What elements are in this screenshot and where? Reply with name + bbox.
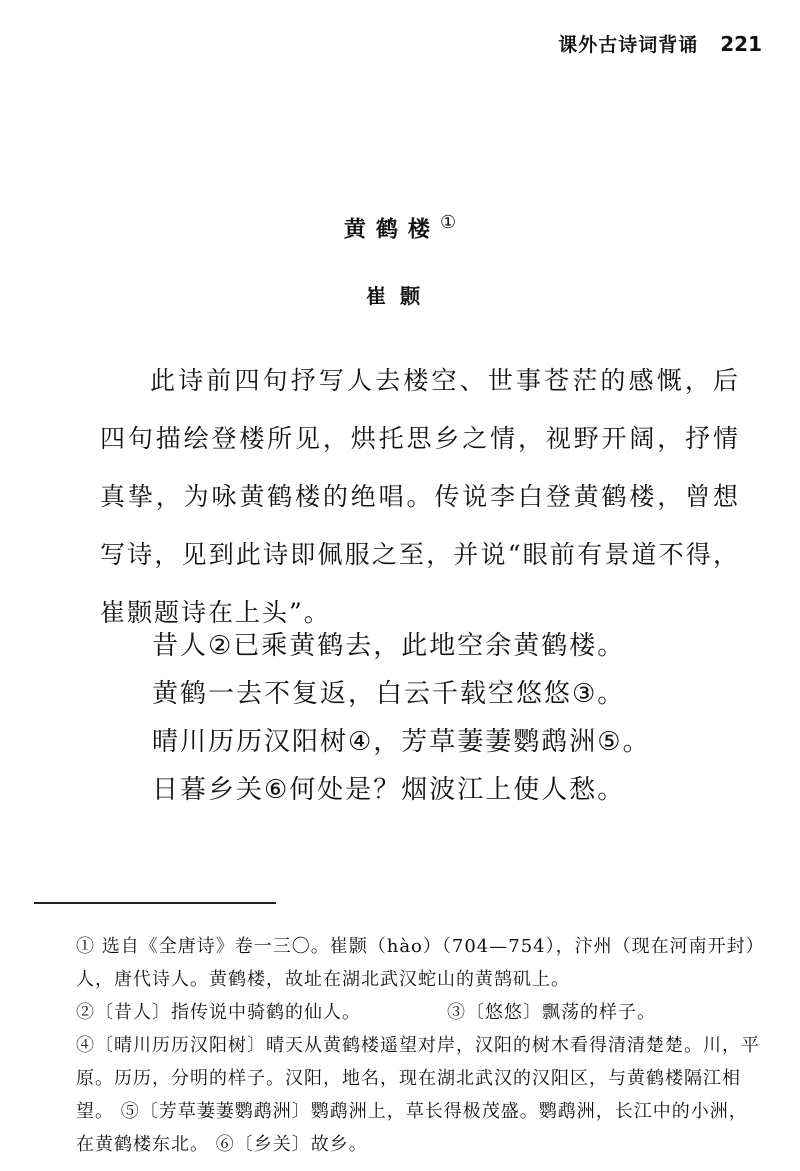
poem-line: 晴川历历汉阳树④，芳草萋萋鹦鹉洲⑤。 [152, 727, 651, 757]
footnote-5: ⑤〔芳草萋萋鹦鹉洲〕鹦鹉洲上，草长得极茂盛。鹦鹉洲，长江中的小洲，在黄鹤楼东北。 [76, 1101, 748, 1155]
intro-paragraph [100, 352, 740, 642]
footnote-row [76, 996, 766, 1029]
title-footnote-marker: ① [439, 212, 457, 233]
poem-line: 日暮乡关⑥何处是？烟波江上使人愁。 [152, 775, 626, 805]
footnote-4 [76, 1029, 766, 1161]
poem-body [152, 622, 772, 814]
footnote-1: ① 选自《全唐诗》卷一三〇。崔颢（hào）（704—754），汴州（现在河南开封）人，唐代诗人。黄鹤楼，故址在湖北武汉蛇山的黄鹄矶上。 [76, 936, 765, 990]
footnotes [76, 930, 766, 1161]
poem-line: 昔人②已乘黄鹤去，此地空余黄鹤楼。 [152, 631, 626, 661]
poem-title-text: 黄鹤楼 [343, 217, 440, 243]
footnote-6: ⑥〔乡关〕故乡。 [215, 1134, 368, 1155]
intro-text: 此诗前四句抒写人去楼空、世事苍茫的感慨，后四句描绘登楼所见，烘托思乡之情，视野开阔，抒情真挚，为咏黄鹤楼的绝唱。传说李白登黄鹤楼，曾想写诗，见到此诗即佩服之至，并说“眼前有景道不得，崔颢题诗在上头”。 [100, 366, 740, 627]
section-title: 课外古诗词背诵 [558, 34, 699, 56]
footnote-2: ②〔昔人〕指传说中骑鹤的仙人。 [76, 1002, 361, 1023]
page-number: 221 [720, 32, 762, 56]
poem-title [0, 212, 800, 243]
poem-line: 黄鹤一去不复返，白云千载空悠悠③。 [152, 679, 626, 709]
running-header [558, 30, 762, 57]
poem-author: 崔颢 [366, 284, 434, 308]
footnote-3: ③〔悠悠〕飘荡的样子。 [447, 1002, 656, 1023]
footnote-divider [34, 902, 276, 904]
footnote-4-text: ④〔晴川历历汉阳树〕晴天从黄鹤楼遥望对岸，汉阳的树木看得清清楚楚。川，平原。历历，分明的样子。汉阳，地名，现在湖北武汉的汉阳区，与黄鹤楼隔江相望。 [76, 1035, 760, 1122]
